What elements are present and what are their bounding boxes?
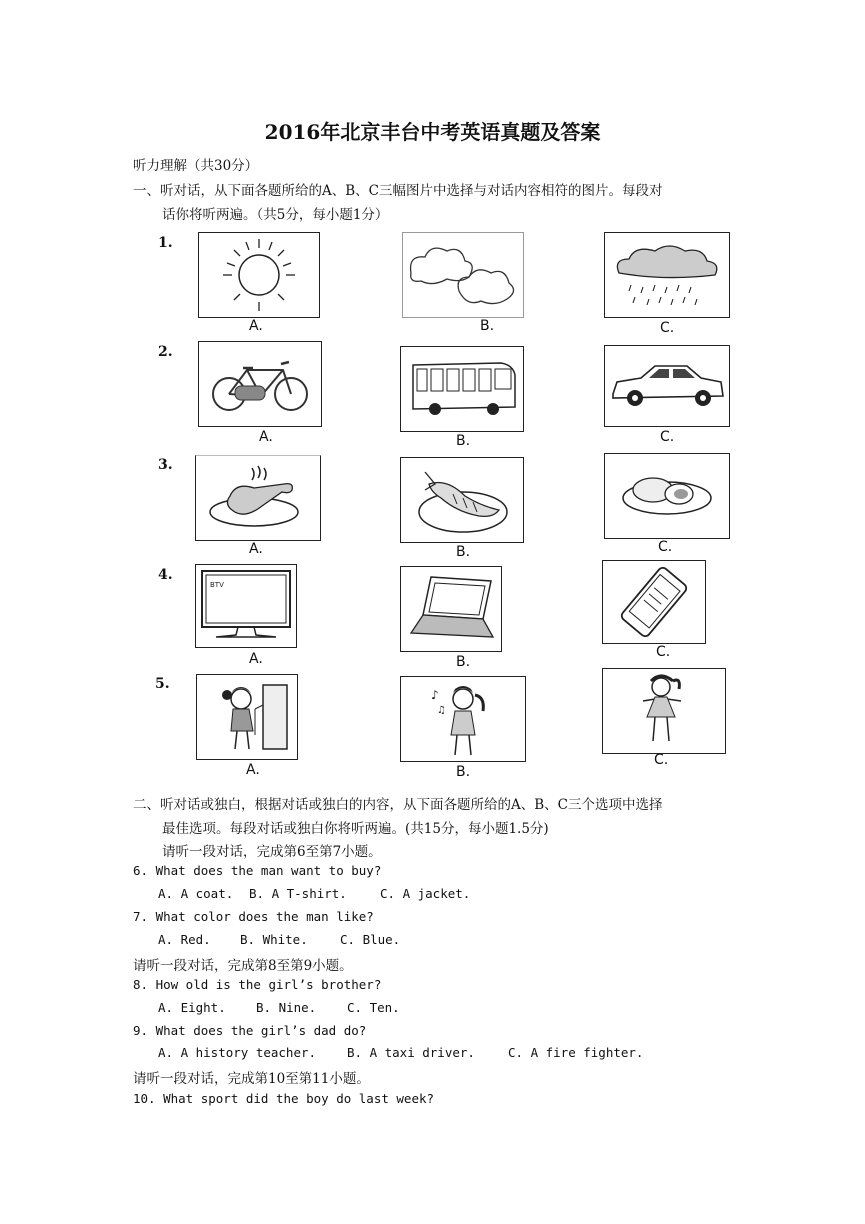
question-9-option-b: B. A taxi driver. [347,1045,475,1060]
option-label-1b: B. [480,318,495,334]
option-label-5b: B. [456,764,471,780]
eggs-plate-icon [604,453,730,539]
section-title: 听力理解（共30分） [133,158,259,174]
option-label-4b: B. [456,654,471,670]
part1-instruction-line2: 话你将听两遍。（共5分，每小题1分） [162,207,389,223]
question-8-option-b: B. Nine. [256,1000,317,1015]
option-label-3c: C. [658,539,673,555]
question-7-option-c: C. Blue. [340,932,401,947]
question-number-2: 2. [158,344,173,360]
bus-icon [400,346,524,432]
page-title: 2016年北京丰台中考英语真题及答案 [264,120,601,144]
question-8-stem: 8. How old is the girl’s brother? [133,977,382,992]
sun-icon [198,232,320,318]
svg-text:♪: ♪ [431,688,439,702]
question-number-5: 5. [155,676,170,692]
chicken-plate-icon [195,455,321,541]
question-6-option-c: C. A jacket. [380,886,471,901]
question-6-option-b: B. A T-shirt. [249,886,347,901]
option-label-2b: B. [456,433,471,449]
girl-piano-icon [196,674,298,760]
option-label-3b: B. [456,544,471,560]
question-7-option-a: A. Red. [158,932,211,947]
instruction-10-11: 请听一段对话，完成第10至第11小题。 [133,1071,370,1087]
svg-text:♫: ♫ [437,705,446,716]
question-9-option-c: C. A fire fighter. [508,1045,644,1060]
girl-singing-icon [400,676,526,762]
question-6-stem: 6. What does the man want to buy? [133,863,382,878]
option-label-1a: A. [249,318,263,334]
option-label-1c: C. [660,320,675,336]
option-label-2c: C. [660,429,675,445]
laptop-icon [400,566,502,652]
question-number-4: 4. [158,567,173,583]
rain-cloud-icon [604,232,730,318]
instruction-8-9: 请听一段对话，完成第8至第9小题。 [133,958,353,974]
question-10-stem: 10. What sport did the boy do last week? [133,1091,435,1106]
question-7-option-b: B. White. [240,932,308,947]
phone-icon [602,560,706,644]
part2-instruction-line1: 二、听对话或独白，根据对话或独白的内容，从下面各题所给的A、B、C三个选项中选择 [133,797,663,813]
car-icon [604,345,730,427]
part2-instruction-line2: 最佳选项。每段对话或独白你将听两遍。(共15分，每小题1.5分) [162,821,549,837]
tv-icon [195,564,297,648]
option-label-4c: C. [656,644,671,660]
question-6-option-a: A. A coat. [158,886,234,901]
question-9-option-a: A. A history teacher. [158,1045,317,1060]
tv-screen-text: BTV [210,581,224,589]
question-8-option-c: C. Ten. [347,1000,400,1015]
girl-dancing-icon [602,668,726,754]
part1-instruction-line1: 一、听对话，从下面各题所给的A、B、C三幅图片中选择与对话内容相符的图片。每段对 [133,183,663,199]
question-7-stem: 7. What color does the man like? [133,909,374,924]
option-label-5a: A. [246,762,260,778]
question-9-stem: 9. What does the girl’s dad do? [133,1023,367,1038]
option-label-3a: A. [249,541,263,557]
bicycle-icon [198,341,322,427]
question-8-option-a: A. Eight. [158,1000,226,1015]
option-label-4a: A. [249,651,263,667]
question-number-3: 3. [158,457,173,473]
clouds-icon [402,232,524,318]
instruction-6-7: 请听一段对话，完成第6至第7小题。 [162,844,382,860]
option-label-2a: A. [259,429,273,445]
question-number-1: 1. [158,235,173,251]
fish-plate-icon [400,457,524,543]
option-label-5c: C. [654,752,669,768]
